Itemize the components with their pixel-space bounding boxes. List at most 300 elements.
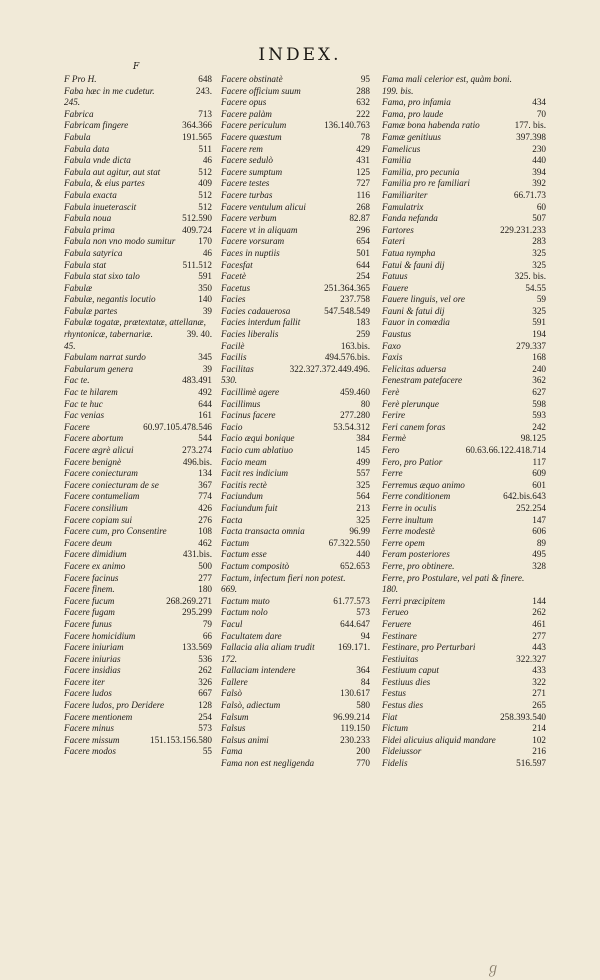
index-entry: [382, 491, 546, 503]
entry-term: Factum esse: [221, 549, 267, 560]
index-entry: [64, 457, 212, 469]
index-entry: [382, 178, 546, 190]
entry-term: Feri canem foras: [382, 421, 446, 432]
entry-pages: 251.364.365: [324, 282, 370, 293]
entry-term: Fabulam narrat surdo: [64, 352, 146, 363]
index-entry: [64, 561, 212, 573]
entry-term: Ferè: [382, 387, 400, 398]
entry-pages: 648: [198, 74, 212, 84]
entry-term: Ferre, pro obtinere.: [382, 560, 455, 571]
index-entry: [64, 688, 212, 700]
entry-term: Faces in nuptiis: [221, 247, 280, 258]
entry-pages: 598: [532, 398, 546, 409]
index-entry: [64, 341, 212, 353]
entry-pages: 54.55: [525, 282, 546, 293]
index-entry: [221, 584, 370, 596]
entry-pages: 276: [198, 514, 212, 525]
signature-mark: ℊ: [486, 961, 500, 977]
index-entry: [221, 735, 370, 747]
entry-term: Facere periculum: [221, 120, 287, 131]
entry-term: Factum compositò: [221, 560, 290, 571]
page-title: INDEX.: [258, 45, 342, 65]
index-entry: [382, 746, 546, 758]
index-entry: [382, 561, 546, 573]
index-entry: [382, 654, 546, 666]
index-column-2: [221, 74, 370, 770]
entry-term: F Pro H.: [64, 74, 97, 84]
index-entry: [64, 317, 212, 329]
letter-heading: F: [133, 62, 140, 72]
index-entry: [221, 352, 370, 364]
index-entry: [64, 677, 212, 689]
entry-pages: 511: [198, 143, 212, 154]
index-entry: [64, 654, 212, 666]
index-entry: [382, 155, 546, 167]
entry-term: Facere fugam: [64, 607, 115, 618]
entry-term: Facere: [64, 421, 90, 432]
entry-term: Fateri: [382, 236, 405, 247]
entry-pages: 461: [532, 618, 546, 629]
entry-pages: 191.565: [182, 131, 212, 142]
entry-term: Facta transacta omnia: [221, 526, 305, 537]
index-entry: [64, 306, 212, 318]
index-entry: [221, 236, 370, 248]
entry-pages: 46: [202, 155, 212, 166]
index-entry: [64, 433, 212, 445]
index-entry: [382, 260, 546, 272]
entry-term: Facere sedulò: [221, 155, 273, 166]
entry-term: Facere palàm: [221, 108, 272, 119]
entry-term: Fabula stat: [64, 259, 107, 270]
index-entry: [382, 538, 546, 550]
index-entry: [221, 120, 370, 132]
entry-term: Fabula satyrica: [64, 247, 123, 258]
entry-term: Facetè: [221, 271, 246, 282]
entry-pages: 511.512: [182, 259, 212, 270]
index-entry: [221, 86, 370, 98]
entry-pages: 254: [198, 711, 212, 722]
index-entry: [382, 526, 546, 538]
entry-term: Facilis: [221, 352, 247, 363]
entry-pages: 593: [532, 410, 546, 421]
entry-term: Fabula data: [64, 143, 110, 154]
entry-pages: 277: [532, 630, 546, 641]
entry-pages: 774: [198, 491, 212, 502]
entry-pages: 84: [360, 676, 370, 687]
index-entry: [382, 190, 546, 202]
index-entry: [221, 260, 370, 272]
entry-pages: 507: [532, 213, 546, 224]
index-entry: [64, 294, 212, 306]
index-entry: [221, 109, 370, 121]
entry-term: Feram posteriores: [382, 549, 450, 560]
entry-term: Facit res indicium: [221, 468, 289, 479]
entry-pages: 557: [356, 468, 370, 479]
entry-pages: 547.548.549: [324, 305, 370, 316]
entry-pages: 60.97.105.478.546: [143, 421, 212, 432]
index-entry: [382, 364, 546, 376]
entry-pages: 133.569: [182, 642, 212, 653]
entry-term: Facillimus: [221, 398, 261, 409]
entry-pages: 601: [532, 479, 546, 490]
entry-pages: 102: [532, 734, 546, 745]
entry-term: Fero, pro Patior: [382, 456, 443, 467]
entry-term: Facere verbum: [221, 213, 277, 224]
entry-pages: 580: [356, 700, 370, 711]
entry-term: Familia, pro pecunia: [382, 166, 460, 177]
entry-pages: 492: [198, 387, 212, 398]
index-entry: [64, 387, 212, 399]
entry-term: Facesfat: [221, 259, 253, 270]
entry-term: Facere mentionem: [64, 711, 133, 722]
index-entry: [382, 213, 546, 225]
entry-pages: 609: [532, 468, 546, 479]
entry-term: Facere modos: [64, 746, 116, 757]
index-entry: [221, 225, 370, 237]
index-entry: [64, 538, 212, 550]
index-entry: [64, 364, 212, 376]
index-entry: [221, 294, 370, 306]
entry-term: Fidelis: [382, 758, 408, 769]
index-entry: [221, 596, 370, 608]
index-entry: [64, 700, 212, 712]
entry-term: Facere contumeliam: [64, 491, 140, 502]
entry-term: Felicitas aduersa: [382, 363, 447, 374]
entry-term: Facta: [221, 514, 243, 525]
entry-term: Fama non est negligenda: [221, 758, 315, 769]
entry-term: Festiuitas: [382, 653, 419, 664]
entry-pages: 277: [198, 572, 212, 583]
index-entry: [221, 190, 370, 202]
entry-term: Facilitas: [221, 363, 254, 374]
entry-pages: 61.77.573: [333, 595, 370, 606]
index-entry: [221, 364, 370, 376]
index-entry: [221, 387, 370, 399]
index-entry: [382, 375, 546, 387]
index-entry: [64, 619, 212, 631]
entry-term: Familia pro re familiari: [382, 178, 470, 189]
index-entry: [221, 283, 370, 295]
index-entry: [64, 167, 212, 179]
index-entry: [382, 399, 546, 411]
entry-pages: 345: [198, 352, 212, 363]
entry-pages: 214: [532, 723, 546, 734]
entry-pages: 163.bis.: [340, 340, 370, 351]
index-entry: [382, 410, 546, 422]
index-entry: [64, 723, 212, 735]
entry-pages: 268: [356, 201, 370, 212]
entry-term: Fama mali celerior est, quàm boni.: [382, 74, 512, 84]
entry-pages: 495: [532, 549, 546, 560]
index-entry: [64, 248, 212, 260]
entry-pages: 134: [198, 468, 212, 479]
entry-term: Ferre opem: [382, 537, 425, 548]
index-entry: [221, 712, 370, 724]
entry-term: Fac venias: [64, 410, 105, 421]
index-entry: [382, 468, 546, 480]
entry-term: Facillimè agere: [221, 387, 280, 398]
entry-term: Facere copiam sui: [64, 514, 133, 525]
index-entry: [64, 144, 212, 156]
entry-pages: 200: [356, 746, 370, 757]
index-entry: [221, 573, 370, 585]
entry-pages: 268.269.271: [166, 595, 212, 606]
index-entry: [382, 433, 546, 445]
index-entry: [382, 515, 546, 527]
index-entry: [221, 665, 370, 677]
index-entry: [382, 120, 546, 132]
entry-term: Fama, pro laude: [382, 108, 444, 119]
index-entry: [64, 399, 212, 411]
index-entry: [221, 526, 370, 538]
entry-term: Facere deum: [64, 537, 112, 548]
entry-term: Fartores: [382, 224, 414, 235]
index-entry: [221, 178, 370, 190]
entry-term: Facultatem dare: [221, 630, 282, 641]
entry-pages: 240: [532, 363, 546, 374]
entry-term: Fiat: [382, 711, 398, 722]
entry-term: Festiuus dies: [382, 676, 431, 687]
entry-pages: 322.327: [516, 653, 546, 664]
index-entry: [221, 515, 370, 527]
index-entry: [221, 155, 370, 167]
entry-term: Fero: [382, 445, 400, 455]
index-entry: [221, 561, 370, 573]
index-entry: [221, 271, 370, 283]
index-entry: [382, 723, 546, 735]
entry-pages: 95: [360, 74, 370, 84]
entry-term: Famulatrix: [382, 201, 424, 212]
index-entry: [64, 97, 212, 109]
index-entry: [382, 202, 546, 214]
entry-term: Fabula exacta: [64, 189, 117, 200]
index-entry: [221, 688, 370, 700]
entry-term: Facere officium suum: [221, 85, 301, 96]
entry-pages: 262: [198, 665, 212, 676]
entry-pages: 161: [198, 410, 212, 421]
entry-pages: 652.653: [340, 560, 370, 571]
index-entry: [64, 584, 212, 596]
entry-pages: 79: [202, 618, 212, 629]
index-entry: [64, 735, 212, 747]
index-entry: [382, 677, 546, 689]
index-entry: [382, 596, 546, 608]
entry-term: Festus dies: [382, 700, 424, 711]
entry-term: Facio cum ablatiuo: [221, 445, 293, 455]
entry-pages: 564: [356, 491, 370, 502]
entry-pages: 125: [356, 166, 370, 177]
index-entry: [64, 410, 212, 422]
entry-term: Facere quæstum: [221, 131, 282, 142]
entry-term: Fabula prima: [64, 224, 115, 235]
index-entry: [382, 352, 546, 364]
index-entry: [221, 329, 370, 341]
index-entry: [382, 422, 546, 434]
index-entry: [64, 375, 212, 387]
entry-term: Fabularum genera: [64, 363, 134, 374]
index-entry: [64, 712, 212, 724]
entry-term: Faba hæc in me cudetur.: [64, 85, 155, 96]
entry-pages: 642.bis.643: [503, 491, 546, 502]
entry-term: Facere ex animo: [64, 560, 126, 571]
entry-term: 245.: [64, 97, 81, 108]
entry-term: Fallere: [221, 676, 248, 687]
index-entry: [382, 294, 546, 306]
entry-term: Fabula aut agitur, aut stat: [64, 166, 161, 177]
entry-term: Facere vorsuram: [221, 236, 285, 247]
entry-pages: 53.54.312: [333, 421, 370, 432]
index-entry: [64, 445, 212, 457]
index-entry: [221, 74, 370, 86]
entry-pages: 644: [356, 259, 370, 270]
entry-term: Fallaciam intendere: [221, 665, 296, 676]
index-entry: [221, 422, 370, 434]
entry-pages: 644.647: [340, 618, 370, 629]
entry-pages: 573: [356, 607, 370, 618]
entry-pages: 169.171.: [337, 642, 370, 653]
entry-pages: 194: [532, 329, 546, 340]
index-entry: [221, 631, 370, 643]
entry-pages: 144: [532, 595, 546, 606]
entry-term: Fabrica: [64, 108, 94, 119]
entry-pages: 66: [202, 630, 212, 641]
entry-pages: 82.87: [349, 213, 370, 224]
index-entry: [221, 677, 370, 689]
entry-term: rhyntonicæ, tabernariæ.: [64, 329, 153, 340]
entry-term: Festinare: [382, 630, 417, 641]
entry-term: Feruere: [382, 618, 412, 629]
entry-term: Ferire: [382, 410, 406, 421]
index-entry: [221, 607, 370, 619]
index-entry: [221, 642, 370, 654]
entry-term: Facere turbas: [221, 189, 273, 200]
entry-pages: 96.99: [349, 526, 370, 537]
index-entry: [221, 317, 370, 329]
index-entry: [221, 132, 370, 144]
index-entry: [64, 132, 212, 144]
entry-term: Faciundum fuit: [221, 502, 278, 513]
entry-pages: 116: [356, 189, 370, 200]
entry-pages: 627: [532, 387, 546, 398]
entry-pages: 394: [532, 166, 546, 177]
index-entry: [382, 283, 546, 295]
index-entry: [221, 341, 370, 353]
entry-pages: 384: [356, 433, 370, 444]
index-entry: [382, 712, 546, 724]
entry-pages: 494.576.bis.: [324, 352, 370, 363]
entry-pages: 426: [198, 502, 212, 513]
entry-pages: 544: [198, 433, 212, 444]
entry-pages: 713: [198, 108, 212, 119]
index-entry: [64, 213, 212, 225]
entry-pages: 328: [532, 560, 546, 571]
entry-pages: 66.71.73: [513, 189, 546, 200]
index-entry: [382, 607, 546, 619]
entry-term: Facio æqui bonique: [221, 433, 295, 444]
index-entry: [64, 260, 212, 272]
entry-term: Fabulæ partes: [64, 305, 118, 316]
entry-term: Familiariter: [382, 189, 428, 200]
entry-pages: 536: [198, 653, 212, 664]
entry-term: Facere missum: [64, 734, 120, 745]
index-entry: [382, 758, 546, 770]
entry-pages: 96.99.214: [333, 711, 370, 722]
entry-term: Famelicus: [382, 143, 421, 154]
entry-term: Fictum: [382, 723, 409, 734]
index-entry: [64, 120, 212, 132]
index-entry: [221, 480, 370, 492]
entry-term: Faxo: [382, 340, 401, 351]
entry-pages: 288: [356, 85, 370, 96]
entry-pages: 60.63.66.122.418.714: [465, 445, 546, 455]
index-entry: [382, 271, 546, 283]
entry-term: Festiuum caput: [382, 665, 439, 676]
index-entry: [382, 619, 546, 631]
index-entry: [221, 503, 370, 515]
index-entry: [382, 167, 546, 179]
entry-term: Fenestram patefacere: [382, 375, 463, 386]
entry-pages: 512: [198, 201, 212, 212]
entry-term: Falsò, adiectum: [221, 700, 281, 711]
entry-pages: 67.322.550: [328, 537, 370, 548]
entry-term: Facere testes: [221, 178, 270, 189]
entry-pages: 501: [356, 247, 370, 258]
index-entry: [221, 549, 370, 561]
entry-term: Facetus: [221, 282, 251, 293]
index-entry: [382, 109, 546, 121]
entry-pages: 277.280: [340, 410, 370, 421]
entry-term: Ferre: [382, 468, 403, 479]
entry-pages: 496.bis.: [182, 456, 212, 467]
index-entry: [221, 457, 370, 469]
entry-pages: 213: [356, 502, 370, 513]
entry-term: Ferre, pro Postulare, vel pati & finere.: [382, 572, 525, 583]
entry-term: Facere iter: [64, 676, 105, 687]
index-entry: [221, 167, 370, 179]
entry-term: Fidei alicuius aliquid mandare: [382, 734, 496, 745]
entry-pages: 296: [356, 224, 370, 235]
entry-term: Faustus: [382, 329, 412, 340]
entry-pages: 431: [356, 155, 370, 166]
index-entry: [64, 573, 212, 585]
index-entry: [64, 468, 212, 480]
entry-term: Fabula vnde dicta: [64, 155, 131, 166]
index-entry: [221, 758, 370, 770]
index-entry: [382, 549, 546, 561]
index-entry: [64, 283, 212, 295]
index-entry: [64, 515, 212, 527]
entry-term: Facere homicidium: [64, 630, 136, 641]
entry-pages: 108: [198, 526, 212, 537]
entry-term: Facies liberalis: [221, 329, 279, 340]
entry-pages: 483.491: [182, 375, 212, 386]
index-entry: [382, 700, 546, 712]
index-entry: [221, 619, 370, 631]
index-entry: [221, 248, 370, 260]
entry-term: Factum, infectum fieri non potest.: [221, 572, 346, 583]
entry-term: Fabula inueterascit: [64, 201, 137, 212]
entry-pages: 70: [536, 108, 546, 119]
entry-term: Facere fucum: [64, 595, 115, 606]
entry-pages: 183: [356, 317, 370, 328]
entry-pages: 350: [198, 282, 212, 293]
entry-pages: 265: [532, 700, 546, 711]
entry-term: Fabula: [64, 131, 91, 142]
entry-pages: 325: [356, 514, 370, 525]
index-entry: [64, 225, 212, 237]
index-entry: [382, 306, 546, 318]
entry-term: Falsus animi: [221, 734, 269, 745]
